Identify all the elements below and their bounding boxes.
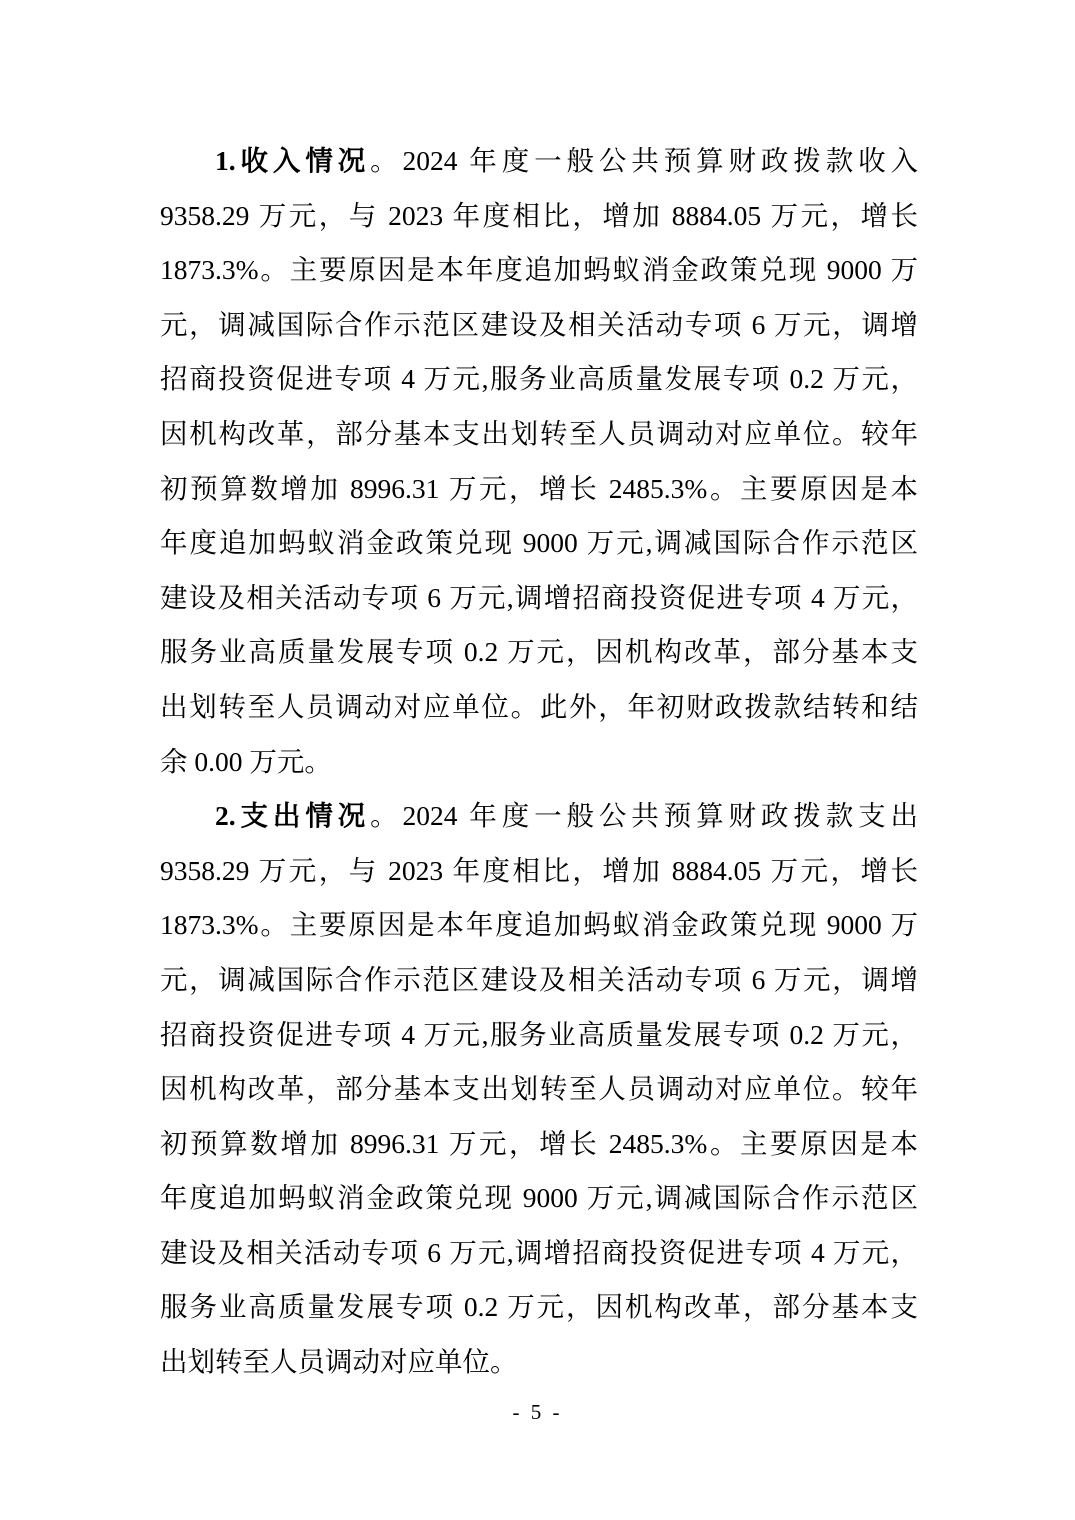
text-line: 9358.29 万元，与 2023 年度相比，增加 8884.05 万元，增长 [160, 854, 918, 886]
text-line: 出划转至人员调动对应单位。此外，年初财政拨款结转和结 [160, 690, 918, 722]
paragraph-1-last-line: 余 0.00 万元。 [160, 745, 332, 777]
paragraph-1-heading-tail: 。2024 年度一般公共预算财政拨款收入 [370, 145, 918, 176]
text-line: 建设及相关活动专项 6 万元,调增招商投资促进专项 4 万元， [160, 1236, 918, 1268]
text-line: 年度追加蚂蚁消金政策兑现 9000 万元,调减国际合作示范区 [160, 527, 918, 559]
text-line: 招商投资促进专项 4 万元,服务业高质量发展专项 0.2 万元， [160, 1018, 918, 1050]
text-line: 初预算数增加 8996.31 万元，增长 2485.3%。主要原因是本 [160, 472, 918, 504]
paragraph-1-heading-line [160, 134, 918, 189]
text-line: 年度追加蚂蚁消金政策兑现 9000 万元,调减国际合作示范区 [160, 1182, 918, 1214]
page-number: - 5 - [512, 1400, 563, 1424]
text-line: 元，调减国际合作示范区建设及相关活动专项 6 万元，调增 [160, 963, 918, 995]
paragraph-1-heading: 1.收入情况 [215, 145, 371, 176]
text-line: 服务业高质量发展专项 0.2 万元，因机构改革，部分基本支 [160, 1291, 918, 1323]
paragraph-2-heading-tail: 。2024 年度一般公共预算财政拨款支出 [370, 800, 918, 832]
text-line: 1873.3%。主要原因是本年度追加蚂蚁消金政策兑现 9000 万 [160, 254, 918, 286]
text-line: 元，调减国际合作示范区建设及相关活动专项 6 万元，调增 [160, 308, 918, 340]
paragraph-2-last-line: 出划转至人员调动对应单位。 [160, 1346, 518, 1378]
document-body [160, 134, 918, 1390]
text-line: 因机构改革，部分基本支出划转至人员调动对应单位。较年 [160, 417, 918, 449]
paragraph-2-heading-line [160, 789, 918, 844]
text-line: 服务业高质量发展专项 0.2 万元，因机构改革，部分基本支 [160, 636, 918, 668]
text-line: 1873.3%。主要原因是本年度追加蚂蚁消金政策兑现 9000 万 [160, 909, 918, 941]
text-line: 初预算数增加 8996.31 万元，增长 2485.3%。主要原因是本 [160, 1127, 918, 1159]
text-line: 9358.29 万元，与 2023 年度相比，增加 8884.05 万元，增长 [160, 199, 918, 231]
text-line: 因机构改革，部分基本支出划转至人员调动对应单位。较年 [160, 1073, 918, 1105]
text-line: 建设及相关活动专项 6 万元,调增招商投资促进专项 4 万元， [160, 581, 918, 613]
text-line: 招商投资促进专项 4 万元,服务业高质量发展专项 0.2 万元， [160, 363, 918, 395]
paragraph-2-heading: 2.支出情况 [215, 800, 371, 832]
